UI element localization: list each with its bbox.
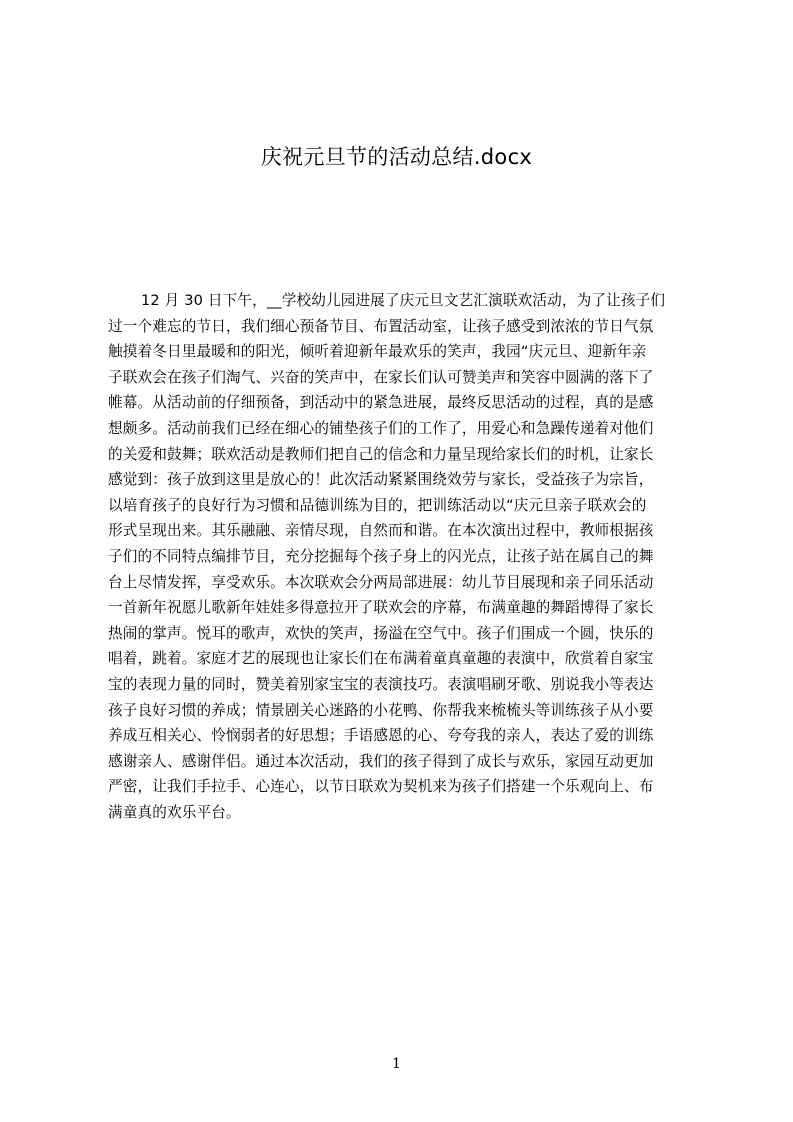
body-line: 一首新年祝愿儿歌新年娃娃多得意拉开了联欢会的序幕，布满童趣的舞蹈博得了家长	[108, 599, 654, 617]
body-line: 子联欢会在孩子们淘气、兴奋的笑声中，在家长们认可赞美声和笑容中圆满的落下了	[108, 368, 654, 386]
body-line: 宝的表现力量的同时，赞美着别家宝宝的表演技巧。表演唱刷牙歌、别说我小等表达	[108, 675, 654, 693]
body-line: 热闹的掌声。悦耳的歌声，欢快的笑声，扬溢在空气中。孩子们围成一个圆，快乐的	[108, 624, 654, 642]
body-line: 以培育孩子的良好行为习惯和品德训练为目的，把训练活动以“庆元旦亲子联欢会的	[108, 496, 647, 514]
body-line: 帷幕。从活动前的仔细预备，到活动中的紧急进展，最终反思活动的过程，真的是感	[108, 394, 654, 412]
body-line: 想颇多。活动前我们已经在细心的铺垫孩子们的工作了，用爱心和急躁传递着对他们	[108, 419, 654, 437]
body-line: 满童真的欢乐平台。	[108, 803, 241, 821]
body-line: 过一个难忘的节日，我们细心预备节目、布置活动室，让孩子感受到浓浓的节日气氛	[108, 317, 654, 335]
body-line: 孩子良好习惯的养成；情景剧关心迷路的小花鸭、你帮我来梳梳头等训练孩子从小要	[108, 701, 654, 719]
document-body	[108, 288, 699, 858]
body-line: 感谢亲人、感谢伴侣。通过本次活动，我们的孩子得到了成长与欢乐，家园互动更加	[108, 752, 654, 770]
body-line: 触摸着冬日里最暖和的阳光，倾听着迎新年最欢乐的笑声，我园“庆元旦、迎新年亲	[108, 343, 647, 361]
body-line: 唱着，跳着。家庭才艺的展现也让家长们在布满着童真童趣的表演中，欣赏着自家宝	[108, 650, 654, 668]
document-title: 庆祝元旦节的活动总结.docx	[260, 145, 533, 169]
body-line: 养成互相关心、怜悯弱者的好思想；手语感恩的心、夸夸我的亲人，表达了爱的训练	[108, 727, 654, 745]
body-line: 感觉到：孩子放到这里是放心的！此次活动紧紧围绕效劳与家长，受益孩子为宗旨，	[108, 471, 654, 489]
body-line: 形式呈现出来。其乐融融、亲情尽现，自然而和谐。在本次演出过程中，教师根据孩	[108, 522, 654, 540]
body-line: 的关爱和鼓舞；联欢活动是教师们把自己的信念和力量呈现给家长们的时机，让家长	[108, 445, 654, 463]
body-line: 台上尽情发挥，享受欢乐。本次联欢会分两局部进展：幼儿节目展现和亲子同乐活动	[108, 573, 654, 591]
body-line: 12 月 30 日下午，__学校幼儿园进展了庆元旦文艺汇演联欢活动，为了让孩子们	[141, 292, 666, 309]
body-line: 子们的不同特点编排节目，充分挖掘每个孩子身上的闪光点，让孩子站在属自己的舞	[108, 547, 654, 565]
page-number: 1	[392, 1056, 401, 1072]
body-line: 严密，让我们手拉手、心连心，以节日联欢为契机来为孩子们搭建一个乐观向上、布	[108, 778, 654, 796]
